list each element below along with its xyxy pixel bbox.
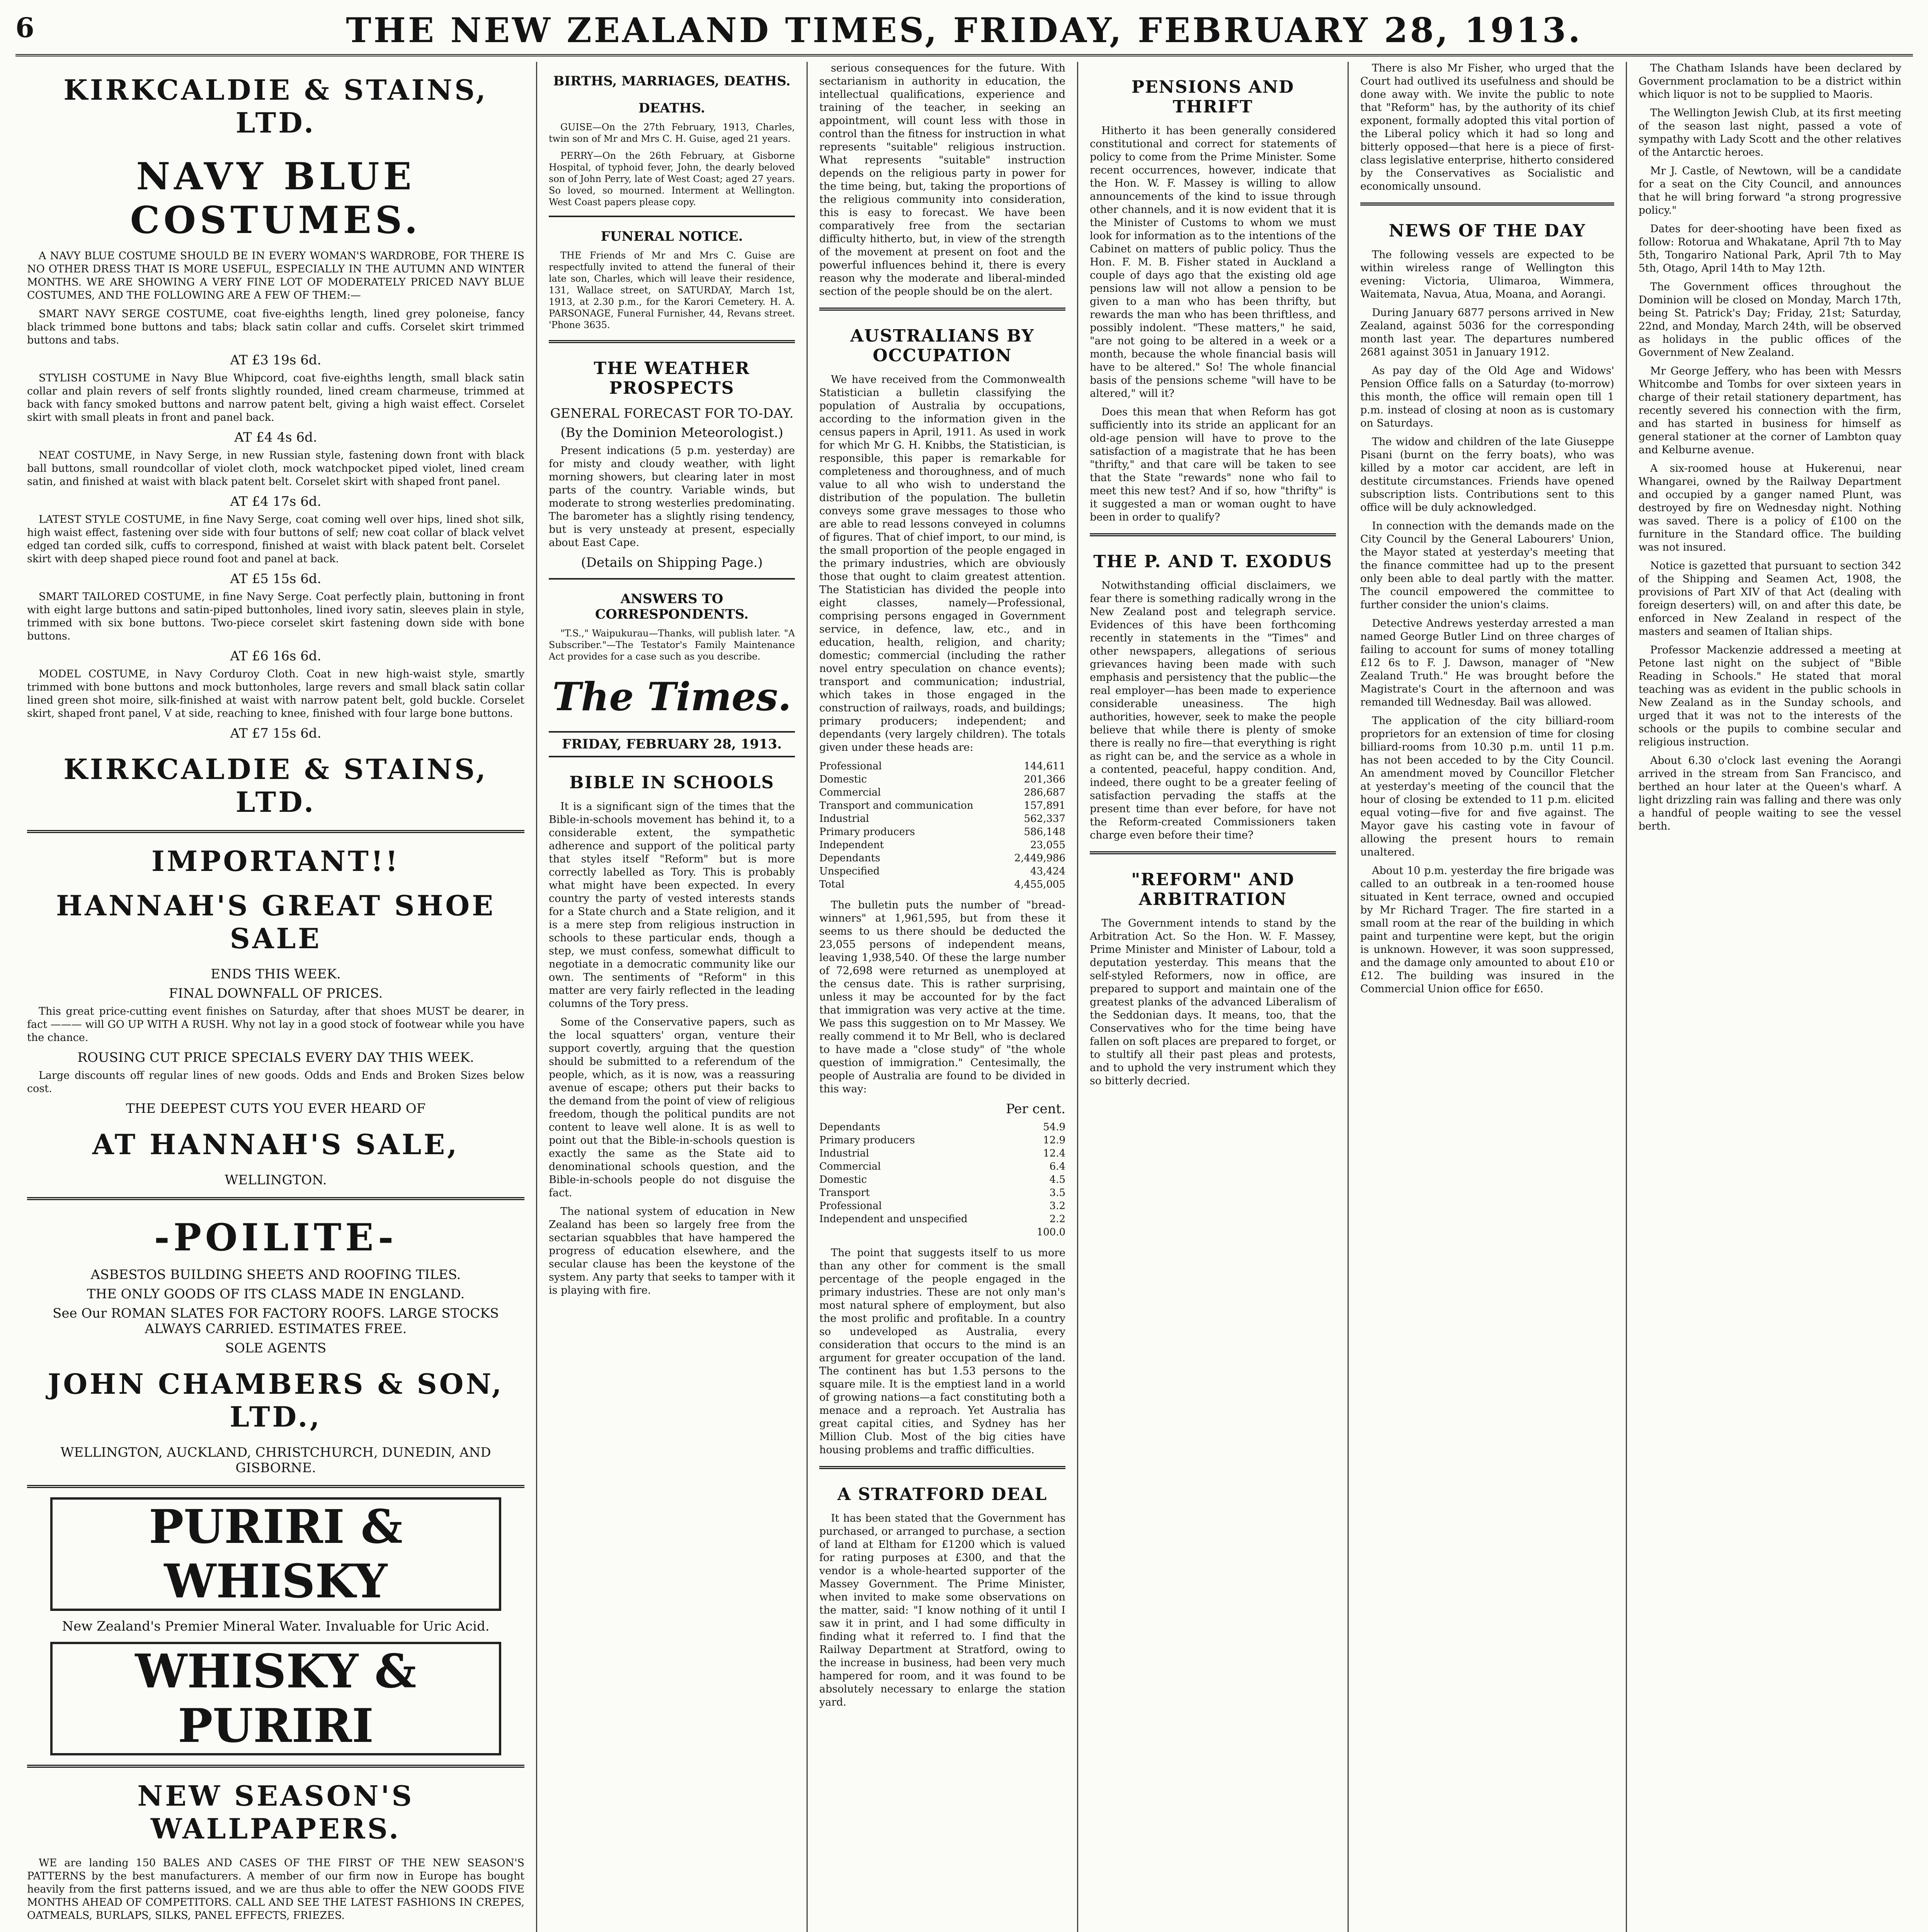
weather-details: (Details on Shipping Page.) xyxy=(581,555,763,570)
costume-price: AT £5 15s 6d. xyxy=(230,571,322,587)
hannah-rousing: ROUSING CUT PRICE SPECIALS EVERY DAY THIS WEEK. xyxy=(77,1050,474,1065)
occupation-label: Primary producers xyxy=(819,826,915,838)
pensions-title: PENSIONS AND THRIFT xyxy=(1131,77,1295,117)
australians-paragraph: The point that suggests itself to us more than any other for comment is the small percentage of the people engaged in the primary industries. These are not only man's most natural sphere of employment, but also the most prolific and profitable. In a country so undeveloped as Australia, every consideration that occurs to the mind is an argument for greater occupation of the land. The continent has but 1.53 persons to the square mile. It is the emptiest land in a world of growing nations—a fact constituting both a menace and a reproach. Yet Australia has great capital cities, and Sydney has her Million Club. Most of the big cities have housing problems and traffic difficulties. xyxy=(819,1247,1065,1456)
costume-item: SMART NAVY SERGE COSTUME, coat five-eighths length, lined grey poloneise, fancy black trimmed bone buttons and tabs; black satin collar and cuffs. Corselet skirt trimmed buttons and tabs. xyxy=(27,308,524,346)
costume-price: AT £6 16s 6d. xyxy=(230,648,322,664)
news-item: The Wellington Jewish Club, at its first meeting of the season last night, passed a vote of sympathy with Lady Scott and the other relatives of the Antarctic heroes. xyxy=(1639,107,1901,158)
occupation-value: 3.2 xyxy=(1049,1200,1065,1212)
bible-continuation: serious consequences for the future. With sectarianism in authority in education, the intellectual qualifications, experience and training of the teacher, in seeking an appointment, will count less with those in control than the fitness for instruction in what represents "suitable" religious instruction. What represents "suitable" instruction depends on the religious party in power for the time being, but, taking the proportions of the religious community into consideration, this is easy to forecast. We have been comparatively free from the sectarian difficulty hitherto, but, in view of the strength of the movement at present on foot and the powerful influences behind it, there is every reason why the moderate and liberal-minded section of the people should be on the alert. xyxy=(819,62,1065,298)
occupation-row xyxy=(819,838,1065,852)
occupation-row xyxy=(819,1121,1065,1134)
advertisements-column xyxy=(15,62,537,1932)
hannah-body: This great price-cutting event finishes on Saturday, after that shoes MUST be dearer, in fact ——— will GO UP WITH A RUSH. Why not lay in a good stock of footwear while you have the chance. xyxy=(27,1005,524,1044)
occupation-label: Dependants xyxy=(819,852,880,864)
funeral-title: FUNERAL NOTICE. xyxy=(601,229,743,244)
occupation-label: Commercial xyxy=(819,787,881,798)
exodus-title: THE P. AND T. EXODUS xyxy=(1093,552,1332,571)
occupation-row xyxy=(819,1226,1065,1239)
puriri-logo-top: PURIRI & WHISKY xyxy=(50,1497,501,1611)
australians-paragraph: The bulletin puts the number of "bread-winners" at 1,961,595, but from these it seems to us there should be deducted the 23,055 persons of independent means, leaving 1,938,540. Of these the large number of 72,698 were returned as unemployed at the census date. This is rather surprising, unless it may be accounted for by the fact that immigration was very active at the time. We pass this suggestion on to Mr Massey. We really commend it to Mr Bell, who is declared to have made a "close study" of "the whole question of immigration." Centesimally, the people of Australia are found to be divided in this way: xyxy=(819,899,1065,1095)
occupation-value: 12.4 xyxy=(1043,1148,1065,1159)
occupation-value: 144,611 xyxy=(1024,760,1065,772)
wallpaper-title: NEW SEASON'S WALLPAPERS. xyxy=(137,1779,414,1845)
column-6 xyxy=(1627,62,1913,1932)
news-item: During January 6877 persons arrived in New Zealand, against 5036 for the corresponding month last year. The departures numbered 2681 against 3051 in January 1912. xyxy=(1360,307,1614,358)
occupation-row xyxy=(819,1147,1065,1160)
occupation-value: 2.2 xyxy=(1049,1213,1065,1225)
stratford-body: It has been stated that the Government has purchased, or arranged to purchase, a section of land at Eltham for £1200 which is valued for rating purposes at £300, and that the vendor is a whole-hearted supporter of the Massey Government. The Prime Minister, when invited to make some observations on the matter, said: "I know nothing of it until I saw it in print, and I had some difficulty in finding what it referred to. I find that the Railway Department at Stratford, owing to the increase in business, had been very much hampered for room, and it was found to be absolutely necessary to enlarge the station yard. xyxy=(819,1512,1065,1708)
occupation-label: Domestic xyxy=(819,774,867,785)
costume-price: AT £4 17s 6d. xyxy=(230,494,322,509)
occupation-value: 586,148 xyxy=(1024,826,1065,838)
occupation-label: Industrial xyxy=(819,1148,869,1159)
occupation-row xyxy=(819,1199,1065,1213)
occupation-value: 100.0 xyxy=(1036,1226,1065,1238)
funeral-body: THE Friends of Mr and Mrs C. Guise are respectfully invited to attend the funeral of their late son, Charles, which will leave their residence, 131, Wallace street, on SATURDAY, March 1st, 1913, at 2.30 p.m., for the Karori Cemetery. H. A. PARSONAGE, Funeral Furnisher, 44, Revans street. 'Phone 3635. xyxy=(549,250,795,330)
weather-by: (By the Dominion Meteorologist.) xyxy=(560,425,783,440)
news-item: The following vessels are expected to be within wireless range of Wellington this evening: Victoria, Ulimaroa, Wimmera, Waitemata, Navua, Atua, Moana, and Aorangi. xyxy=(1360,249,1614,300)
occupation-value: 2,449,986 xyxy=(1014,852,1065,864)
reform-title: "REFORM" AND ARBITRATION xyxy=(1131,870,1295,909)
occupation-row xyxy=(819,1213,1065,1226)
answers-title: ANSWERS TO CORRESPONDENTS. xyxy=(595,591,749,622)
news-item: A six-roomed house at Hukerenui, near Whangarei, owned by the Railway Department and occupied by a ganger named Plunt, was destroyed by fire on Wednesday night. Nothing was saved. There is a policy of £100 on the furniture in the Standard office. The building was not insured. xyxy=(1639,463,1901,553)
wallpaper-body: WE are landing 150 BALES AND CASES OF THE FIRST OF THE NEW SEASON'S PATTERNS by the best manufacturers. A member of our firm now in Europe has bought heavily from the first patterns issued, and we are thus able to offer the NEW GOODS FIVE MONTHS AHEAD OF COMPETITORS. CALL AND SEE THE LATEST FASHIONS IN CREPES, OATMEALS, BURLAPS, SILKS, PANEL EFFECTS, FRIEZES. xyxy=(27,1857,524,1922)
poilite-title: -POILITE- xyxy=(154,1216,398,1259)
reform-body: The Government intends to stand by the Arbitration Act. So the Hon. W. F. Massey, Prime Minister and Minister of Labour, told a deputation yesterday. This means that the self-styled Reformers, now in office, are prepared to support and maintain one of the greatest planks of the advanced Liberalism of the Seddonian days. It means, too, that the Conservatives who for the time being have fallen on soft places are prepared to forget, or to stultify all their past pleas and protests, and to uphold the very instrument which they so bitterly decried. xyxy=(1090,917,1336,1087)
poilite-see: See Our ROMAN SLATES FOR FACTORY ROOFS. LARGE STOCKS ALWAYS CARRIED. ESTIMATES FREE. xyxy=(53,1306,499,1337)
occupation-label: Commercial xyxy=(819,1161,881,1172)
puriri-sub: New Zealand's Premier Mineral Water. Invaluable for Uric Acid. xyxy=(62,1619,490,1634)
news-item: About 6.30 o'clock last evening the Aorangi arrived in the stream from San Francisco, and berthed an hour later at the Queen's wharf. A light drizzling rain was falling and there was only a handful of people waiting to see the vessel berth. xyxy=(1639,755,1901,832)
death-notice: PERRY—On the 26th February, at Gisborne Hospital, of typhoid fever, John, the dearly beloved son of John Perry, late of West Coast; aged 27 years. So loved, so mourned. Interment at Wellington. West Coast papers please copy. xyxy=(549,150,795,207)
occupation-value: 3.5 xyxy=(1049,1187,1065,1199)
percent-header: Per cent. xyxy=(1006,1101,1065,1117)
costume-item: LATEST STYLE COSTUME, in fine Navy Serge, coat coming well over hips, lined shot silk, high waist effect, fastening over side with four buttons of self; new coat collar of black velvet edged tan corded silk, cuffs to correspond, finished at waist with black patent belt. Corselet skirt with deep shaped piece round foot and panel at back. xyxy=(27,514,524,565)
occupation-value: 12.9 xyxy=(1043,1134,1065,1146)
occupation-table-totals xyxy=(819,760,1065,891)
occupation-row xyxy=(819,1160,1065,1173)
occupation-label: Professional xyxy=(819,1200,882,1212)
costume-list xyxy=(27,308,524,741)
occupation-label: Unspecified xyxy=(819,866,880,877)
costume-price: AT £3 19s 6d. xyxy=(230,352,322,368)
occupation-label: Industrial xyxy=(819,813,869,825)
important-heading: IMPORTANT!! xyxy=(151,845,400,878)
column-5 xyxy=(1349,62,1627,1932)
occupation-value: 23,055 xyxy=(1030,839,1065,851)
times-logo: The Times. xyxy=(552,674,791,719)
hannah-at: AT HANNAH'S SALE, xyxy=(92,1128,459,1161)
occupation-value: 43,424 xyxy=(1030,866,1065,877)
hannah-ends: ENDS THIS WEEK. xyxy=(211,966,341,982)
answers-body: "T.S.," Waipukurau—Thanks, will publish later. "A Subscriber."—The Testator's Family Maintenance Act provides for a case such as you describe. xyxy=(549,628,795,662)
occupation-row xyxy=(819,1173,1065,1186)
occupation-label: Professional xyxy=(819,760,882,772)
dateline: FRIDAY, FEBRUARY 28, 1913. xyxy=(549,731,795,757)
reform-continuation: There is also Mr Fisher, who urged that the Court had outlived its usefulness and should be done away with. We invite the public to note that "Reform" has, by the authority of its chief exponent, formally adopted this vital portion of the Liberal policy which it had so long and bitterly opposed—that here is a piece of first-class legislative enterprise, hitherto considered by the Conservatives as Socialistic and economically unsound. xyxy=(1360,62,1614,192)
occupation-row xyxy=(819,773,1065,786)
pensions-paragraph: Does this mean that when Reform has got sufficiently into its stride an applicant for an old-age pension will have to prove to the satisfaction of a magistrate that he has been "thrifty," and that care will be taken to see that the State "rewards" none who fail to meet this new test? And if so, how "thrifty" is it suggested a man or woman ought to have been in order to qualify? xyxy=(1090,406,1336,523)
masthead xyxy=(15,8,1913,56)
poilite-only: THE ONLY GOODS OF ITS CLASS MADE IN ENGLAND. xyxy=(87,1286,465,1302)
bible-title: BIBLE IN SCHOOLS xyxy=(569,773,774,793)
column-4 xyxy=(1078,62,1349,1932)
bible-paragraph: It is a significant sign of the times that the Bible-in-schools movement has behind it, to a considerable extent, the sympathetic adherence and support of the political party that styles itself "Reform" but is more correctly labelled as Tory. This is probably what might have been expected. In every country the party of vested interests stands for a State church and a State religion, and it is a mere step from religious instruction in schools to these particular ends, though a step, we must confess, somewhat difficult to negotiate in a democratic community like our own. The sentiments of "Reform" in this matter are very fairly reflected in the leading columns of the Tory press. xyxy=(549,801,795,1010)
exodus-body: Notwithstanding official disclaimers, we fear there is something radically wrong in the New Zealand post and telegraph service. Evidences of this have been forthcoming recently in statements in the "Times" and other newspapers, allegations of serious grievances having been made with such emphasis and persistency that the public—the real employer—has been made to experience considerable uneasiness. The high authorities, however, seek to make the people believe that while there is plenty of smoke there is really no fire—that everything is right as right can be, and the service as a whole in a contented, peaceful, happy condition. And, indeed, there ought to be a greater feeling of satisfaction pervading the staffs at the present time than ever before, for have not the Reform-created Commissioners taken charge even before their time? xyxy=(1090,580,1336,841)
occupation-row xyxy=(819,852,1065,865)
occupation-label: Primary producers xyxy=(819,1134,915,1146)
news-item: Professor Mackenzie addressed a meeting at Petone last night on the subject of "Bible Reading in Schools." He stated that moral teaching was as evident in the public schools in New Zealand as in the Sunday schools, and urged that it was not to the interests of the schools or the pupils to combine secular and religious instruction. xyxy=(1639,644,1901,748)
news-item: Detective Andrews yesterday arrested a man named George Butler Lind on three charges of failing to account for sums of money totalling £12 6s to F. J. Dawson, manager of "New Zealand Truth." He was brought before the Magistrate's Court in the afternoon and was remanded till Wednesday. Bail was allowed. xyxy=(1360,617,1614,708)
bible-paragraph: The national system of education in New Zealand has been so largely free from the sectarian squabbles that have hampered the progress of education elsewhere, and the secular clause has been the keystone of the system. Any party that seeks to tamper with it is playing with fire. xyxy=(549,1206,795,1296)
news-item: The widow and children of the late Giuseppe Pisani (burnt on the ferry boats), who was killed by a motor car accident, are left in destitute circumstances. Friends have opened subscription lists. Contributions sent to this office will be duly acknowledged. xyxy=(1360,436,1614,514)
weather-body: Present indications (5 p.m. yesterday) are for misty and cloudy weather, with light morning showers, but clearing later in most parts of the country. Variable winds, but moderate to strong westerlies predominating. The barometer has a slightly rising tendency, but is very unsteady at present, especially about East Cape. xyxy=(549,445,795,549)
occupation-row xyxy=(819,760,1065,773)
occupation-row xyxy=(819,786,1065,799)
stratford-title: A STRATFORD DEAL xyxy=(837,1485,1048,1504)
costume-price: AT £7 15s 6d. xyxy=(230,726,322,741)
occupation-row xyxy=(819,799,1065,812)
news-item: In connection with the demands made on the City Council by the General Labourers' Union, the Mayor stated at yesterday's meeting that the finance committee had up to the present only been able to deal partly with the matter. The council empowered the committee to further consider the union's claims. xyxy=(1360,520,1614,611)
occupation-value: 157,891 xyxy=(1024,800,1065,811)
occupation-label: Independent xyxy=(819,839,884,851)
pensions-paragraph: Hitherto it has been generally considered constitutional and correct for statements of policy to come from the Prime Minister. Some recent occurrences, however, indicate that the Hon. W. F. Massey is willing to allow announcements of the kind to issue through other channels, and it is now evident that it is the Minister of Customs to whom we must look for information as to the intentions of the Cabinet on matters of public policy. Thus the Hon. F. M. B. Fisher stated in Auckland a couple of days ago that the existing old age pensions law will not allow a pension to be given to a man who has been thrifty, but rewards the man who has been thriftless, and possibly indolent. "These matters," he said, "are not going to be altered in a week or a month, because the whole financial basis will have to be altered." So! The whole financial basis of the pensions scheme "will have to be altered," will it? xyxy=(1090,125,1336,400)
occupation-value: 4,455,005 xyxy=(1014,879,1065,890)
hannah-city: WELLINGTON. xyxy=(225,1172,327,1188)
chambers-cities: WELLINGTON, AUCKLAND, CHRISTCHURCH, DUNEDIN, AND GISBORNE. xyxy=(60,1445,491,1476)
occupation-label: Dependants xyxy=(819,1121,880,1133)
bmd-title: BIRTHS, MARRIAGES, DEATHS. xyxy=(553,73,791,89)
news-item: Mr J. Castle, of Newtown, will be a candidate for a seat on the City Council, and announces that he will bring forward "a strong progressive policy." xyxy=(1639,165,1901,216)
column-2 xyxy=(537,62,808,1932)
occupation-label: Independent and unspecified xyxy=(819,1213,968,1225)
news-item: As pay day of the Old Age and Widows' Pension Office falls on a Saturday (to-morrow) this month, the office will remain open till 1 p.m. instead of closing at noon as is customary on Saturdays. xyxy=(1360,365,1614,429)
occupation-row xyxy=(819,825,1065,838)
news-title: NEWS OF THE DAY xyxy=(1389,221,1586,241)
occupation-value: 4.5 xyxy=(1049,1174,1065,1185)
occupation-row xyxy=(819,1134,1065,1147)
death-notice: GUISE—On the 27th February, 1913, Charles, twin son of Mr and Mrs C. H. Guise, aged 21 years. xyxy=(549,122,795,144)
australians-paragraph: We have received from the Commonwealth Statistician a bulletin classifying the population of Australia by occupations, according to the information given in the census papers in April, 1911. As used in work for which Mr G. H. Knibbs, the Statistician, is responsible, this paper is remarkable for completeness and thoroughness, and of much value to all who wish to understand the distribution of the population. The bulletin conveys some grave messages to those who are able to read lessons conveyed in columns of figures. That of chief import, to our mind, is the small proportion of the people engaged in the primary industries, which are obviously those that ought to claim greatest attention. The Statistician has divided the people into eight classes, namely—Professional, comprising persons engaged in Government service, in defence, law, etc., and in education, health, religion, and charity; domestic; commercial (including the rather novel entry speculation on chance events); transport and communication; industrial, which takes in those engaged in the construction of railways, roads, and buildings; primary producers; independent; and dependants (very largely children). The totals given under these heads are: xyxy=(819,374,1065,753)
navy-costumes-intro: A NAVY BLUE COSTUME SHOULD BE IN EVERY WOMAN'S WARDROBE, FOR THERE IS NO OTHER DRESS THAT IS MORE USEFUL, ESPECIALLY IN THE AUTUMN AND WINTER MONTHS. WE ARE SHOWING A VERY FINE LOT OF MODERATELY PRICED NAVY BLUE COSTUMES, AND THE FOLLOWING ARE A FEW OF THEM:— xyxy=(27,250,524,301)
costume-item: STYLISH COSTUME in Navy Blue Whipcord, coat five-eighths length, small black satin collar and plain revers of self fronts slightly rounded, lined cream charmeuse, trimmed at back with fancy smoked buttons and narrow patent belt, giving a high waist effect. Corselet skirt with small pleats in front and panel back. xyxy=(27,372,524,423)
weather-sub: GENERAL FORECAST FOR TO-DAY. xyxy=(550,406,794,421)
column-3 xyxy=(808,62,1078,1932)
news-item: Dates for deer-shooting have been fixed as follow: Rotorua and Whakatane, April 7th to May 5th, Tongariro National Park, April 7th to May 5th, Otago, April 14th to May 12th. xyxy=(1639,223,1901,274)
hannah-deepest: THE DEEPEST CUTS YOU EVER HEARD OF xyxy=(126,1101,426,1116)
occupation-row xyxy=(819,865,1065,878)
kirkcaldie-footer: KIRKCALDIE & STAINS, LTD. xyxy=(63,753,488,818)
newspaper-title: THE NEW ZEALAND TIMES, FRIDAY, FEBRUARY 28, 1913. xyxy=(346,10,1583,50)
hannah-sale-title: HANNAH'S GREAT SHOE SALE xyxy=(56,889,495,955)
news-item: Notice is gazetted that pursuant to section 342 of the Shipping and Seamen Act, 1908, the provisions of Part XIV of that Act (dealing with foreign deserters) will, on and after this date, be enforced in New Zealand in respect of the masters and seamen of Italian ships. xyxy=(1639,560,1901,638)
puriri-logo-bottom: WHISKY & PURIRI xyxy=(50,1642,501,1755)
page-number: 6 xyxy=(15,12,34,44)
news-item: The application of the city billiard-room proprietors for an extension of time for closing billiard-rooms from 10.30 p.m. until 11 p.m. has not been acceded to by the City Council. An amendment moved by Councillor Fletcher at yesterday's meeting of the council that the hour of closing be extended to 11 p.m. elicited equal voting—five for and five against. The Mayor gave his casting vote in favour of allowing the present hours to remain unaltered. xyxy=(1360,715,1614,858)
occupation-label: Transport xyxy=(819,1187,870,1199)
news-item: The Government offices throughout the Dominion will be closed on Monday, March 17th, being St. Patrick's Day; Friday, 21st; Saturday, 22nd, and Monday, March 24th, will be observed as holidays in the public offices of the Government of New Zealand. xyxy=(1639,281,1901,359)
occupation-label: Domestic xyxy=(819,1174,867,1185)
weather-title: THE WEATHER PROSPECTS xyxy=(594,359,750,398)
costume-price: AT £4 4s 6d. xyxy=(234,430,317,445)
deaths-title: DEATHS. xyxy=(638,100,705,116)
costume-item: NEAT COSTUME, in Navy Serge, in new Russian style, fastening down front with black ball buttons, small roundcollar of violet cloth, mock watchpocket piped violet, lined cream satin, and finished at waist with black patent belt. Corselet skirt with shaped front panel. xyxy=(27,449,524,488)
occupation-label: Transport and communication xyxy=(819,800,973,811)
hannah-final: FINAL DOWNFALL OF PRICES. xyxy=(168,986,383,1001)
costume-item: SMART TAILORED COSTUME, in fine Navy Serge. Coat perfectly plain, buttoning in front with eight large buttons and satin-piped buttonholes, lined ivory satin, sleeves plain in style, trimmed with six bone buttons. Two-piece corselet skirt fastening down side with bone buttons. xyxy=(27,591,524,642)
occupation-label xyxy=(819,1226,1025,1239)
occupation-value: 54.9 xyxy=(1043,1121,1065,1133)
chambers-title: JOHN CHAMBERS & SON, LTD., xyxy=(48,1367,504,1433)
hannah-odds: Large discounts off regular lines of new goods. Odds and Ends and Broken Sizes below cost. xyxy=(27,1070,524,1095)
occupation-value: 286,687 xyxy=(1024,787,1065,798)
bible-paragraph: Some of the Conservative papers, such as the local squatters' organ, venture their support covertly, arguing that the question should be submitted to a referendum of the people, which, as it is now, was a reassuring avenue of escape; others put their backs to the demand from the point of view of religious freedom, though the political pundits are not content to leave well alone. It is as well to point out that the Bible-in-schools question is exactly the same as the State aid to denominational schools question, and the Bible-in-schools people do not disguise the fact. xyxy=(549,1016,795,1199)
occupation-table-percent xyxy=(819,1121,1065,1239)
occupation-value: 562,337 xyxy=(1024,813,1065,825)
occupation-value: 201,366 xyxy=(1024,774,1065,785)
occupation-label: Total xyxy=(819,879,845,890)
news-item: Mr George Jeffery, who has been with Messrs Whitcombe and Tombs for over sixteen years in charge of their retail stationery department, has recently severed his connection with the firm, and has started in business for himself as general stationer at the corner of Lambton quay and Kelburne avenue. xyxy=(1639,365,1901,456)
occupation-row xyxy=(819,1186,1065,1199)
occupation-row xyxy=(819,812,1065,825)
chambers-agents: SOLE AGENTS xyxy=(225,1340,327,1356)
australians-title: AUSTRALIANS BY OCCUPATION xyxy=(850,326,1035,366)
occupation-row xyxy=(819,878,1065,891)
occupation-value: 6.4 xyxy=(1049,1161,1065,1172)
navy-costumes-title: NAVY BLUE COSTUMES. xyxy=(130,155,422,242)
poilite-sub: ASBESTOS BUILDING SHEETS AND ROOFING TILES. xyxy=(90,1267,461,1282)
news-item: About 10 p.m. yesterday the fire brigade was called to an outbreak in a ten-roomed house situated in Kent terrace, owned and occupied by Mr Richard Trager. The fire started in a small room at the rear of the building in which paint and turpentine were kept, but the origin is unknown. However, it was soon suppressed, and the damage only amounted to about £10 or £12. The building was insured in the Commercial Union office for £650. xyxy=(1360,865,1614,995)
kirkcaldie-title: KIRKCALDIE & STAINS, LTD. xyxy=(63,73,488,139)
news-item: The Chatham Islands have been declared by Government proclamation to be a district within which liquor is not to be supplied to Maoris. xyxy=(1639,62,1901,100)
costume-item: MODEL COSTUME, in Navy Corduroy Cloth. Coat in new high-waist style, smartly trimmed with bone buttons and mock buttonholes, large revers and small black satin collar lined green shot moire, silk-finished at waist with narrow patent belt, gold buckle. Corselet skirt, shaped front panel, V at side, reaching to knee, finished with four large bone buttons. xyxy=(27,668,524,719)
